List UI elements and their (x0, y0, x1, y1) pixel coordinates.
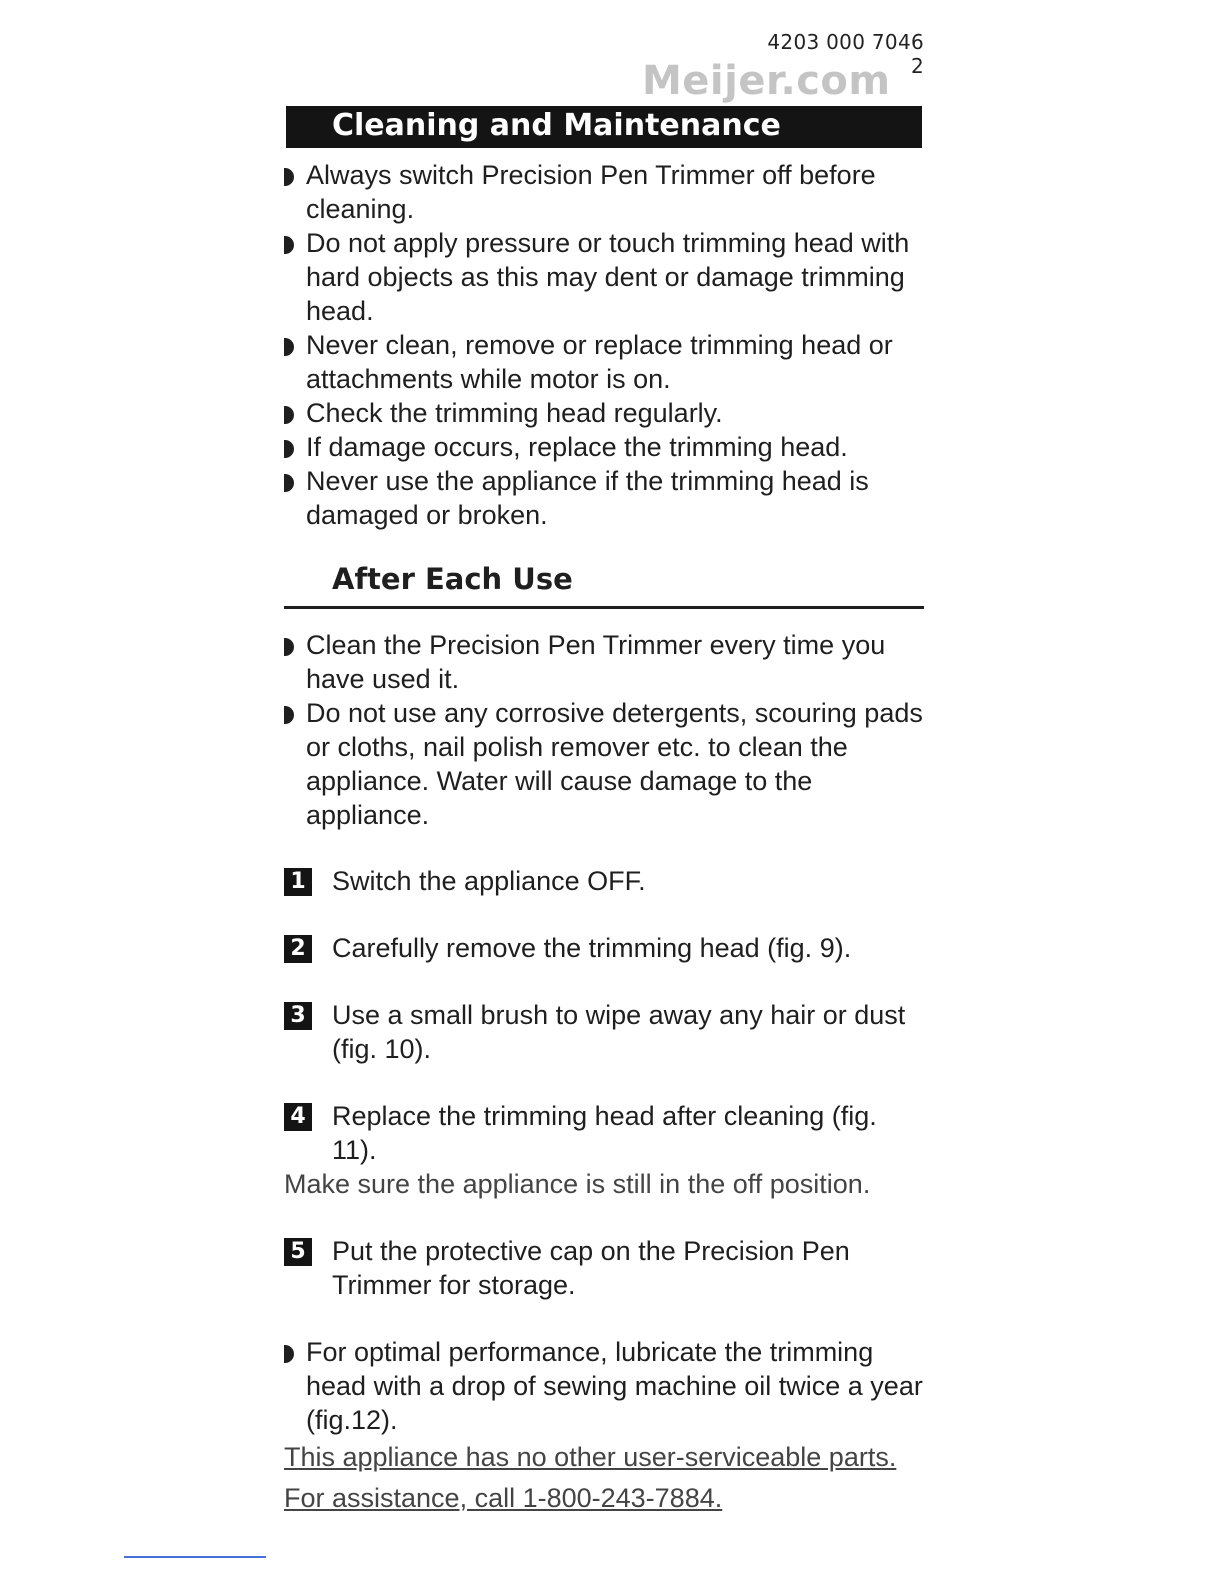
list-item: Never clean, remove or replace trimming head or attachments while motor is on. (284, 328, 924, 396)
service-note: This appliance has no other user-serviceable parts. (284, 1442, 897, 1472)
bullet-marker-icon (284, 338, 294, 356)
list-item: Clean the Precision Pen Trimmer every time you have used it. (284, 628, 924, 696)
step-number-badge: 2 (284, 935, 312, 963)
list-item: If damage occurs, replace the trimming head. (284, 430, 924, 464)
bullet-marker-icon (284, 168, 294, 186)
step-text: Put the protective cap on the Precision Pen Trimmer for storage. (332, 1236, 850, 1300)
bullet-marker-icon (284, 236, 294, 254)
section-title-bar (286, 106, 922, 148)
bullet-marker-icon (284, 1345, 294, 1363)
step-1 (284, 864, 924, 898)
step-number-badge: 4 (284, 1103, 312, 1131)
step-number-badge: 5 (284, 1238, 312, 1266)
subsection-heading (284, 562, 924, 609)
step-2 (284, 931, 924, 965)
bullet-marker-icon (284, 406, 294, 424)
list-item: Do not apply pressure or touch trimming head with hard objects as this may dent or damage trimming head. (284, 226, 924, 328)
subsection-title: After Each Use (332, 562, 573, 596)
step-text: Switch the appliance OFF. (332, 866, 646, 896)
step-3 (284, 998, 924, 1066)
step-text: Carefully remove the trimming head (fig. 9). (332, 933, 852, 963)
step-text: Replace the trimming head after cleaning (fig. 11). (332, 1101, 877, 1165)
bullet-marker-icon (284, 440, 294, 458)
step-number-badge: 1 (284, 868, 312, 896)
list-item: Always switch Precision Pen Trimmer off before cleaning. (284, 158, 924, 226)
cleaning-bullet-list (284, 158, 924, 532)
step-number-badge: 3 (284, 1002, 312, 1030)
watermark: Meijer.com (642, 58, 891, 104)
lubrication-bullet (284, 1335, 924, 1437)
bullet-marker-icon (284, 638, 294, 656)
list-item: Never use the appliance if the trimming head is damaged or broken. (284, 464, 924, 532)
step-4-note: Make sure the appliance is still in the off position. (284, 1169, 871, 1199)
list-item: For optimal performance, lubricate the trimming head with a drop of sewing machine oil twice a year (fig.12). (284, 1335, 924, 1437)
step-4 (284, 1099, 924, 1167)
step-text: Use a small brush to wipe away any hair or dust (fig. 10). (332, 1000, 906, 1064)
section-title: Cleaning and Maintenance (332, 108, 781, 143)
list-item: Do not use any corrosive detergents, scouring pads or cloths, nail polish remover etc. to clean the appliance. Water will cause damage to the appliance. (284, 696, 924, 832)
bullet-marker-icon (284, 474, 294, 492)
after-use-bullet-list (284, 628, 924, 832)
list-item: Check the trimming head regularly. (284, 396, 924, 430)
bullet-marker-icon (284, 706, 294, 724)
document-number: 4203 000 7046 2 (767, 30, 924, 78)
footer-divider (124, 1556, 266, 1558)
assistance-note: For assistance, call 1-800-243-7884. (284, 1483, 723, 1513)
step-5 (284, 1234, 924, 1302)
